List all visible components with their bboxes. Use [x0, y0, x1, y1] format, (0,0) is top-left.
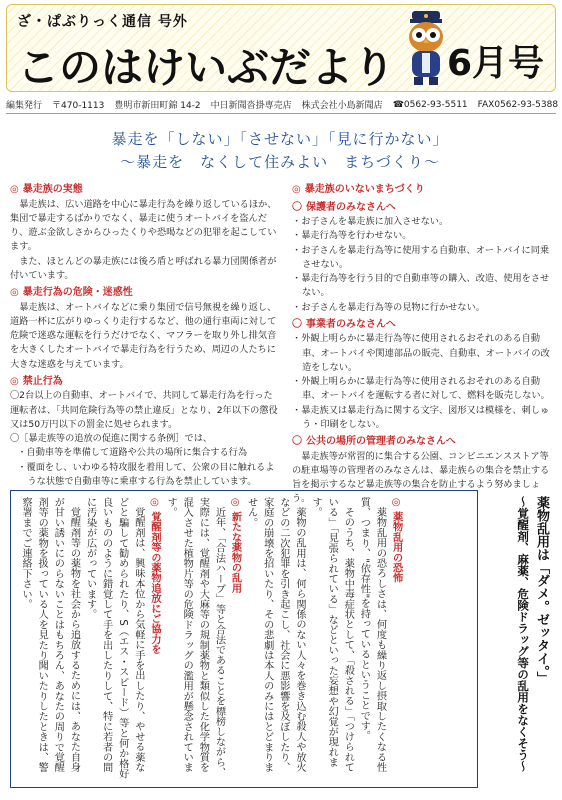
subsection-heading: 〇 事業者のみなさんへ	[292, 318, 396, 330]
newsletter-title: このはけいぶだより	[17, 43, 396, 92]
paragraph: 覚醒剤等の薬物を社会から追放するためには、あなた自身が甘い誘いにのらないことはもちろん、あなたの周りで覚醒剤等の薬物を扱っている人を見たり聞いたりしたときは、警察署までご連絡下さい。	[20, 497, 80, 773]
police-owl-mascot-icon	[402, 9, 450, 89]
publisher-label: 編集発行	[6, 101, 43, 111]
paragraph: 暴走族は、広い道路を中心に暴走行為を繰り返しているほか、集団で暴走するばかりでなく、暴走に使うオートバイを盗んだり、遊ぶ金欲しさからひったくりや恐喝などの犯罪を起こしています。	[10, 198, 277, 253]
double-circle-icon: ◎	[292, 184, 301, 195]
prohibited-acts-list	[10, 446, 278, 489]
paragraph: 薬物の乱用は、何ら関係のない人々を巻き込む殺人や放火などの二次犯罪を引き起こし、社会に悪影響を及ぼしたり、家庭の崩壊を招いたり、その悲劇は本人のみにはとどまりません。	[245, 497, 305, 773]
circle-icon: 〇	[292, 436, 302, 447]
paragraph: また、ほとんどの暴走族には後ろ盾と呼ばれる暴力団関係者が付いています。	[10, 255, 277, 281]
list-item: ・ お子さんを暴走族に加入させない。	[292, 215, 554, 229]
subsection-heading: 〇 保護者のみなさんへ	[292, 201, 396, 213]
masthead	[6, 4, 556, 92]
paragraph: 〇［暴走族等の追放の促進に関する条例］では、	[10, 433, 213, 444]
section-heading: ◎ 暴走族のいないまちづくり	[292, 184, 425, 195]
paragraph: 近年、「合法ハーブ」等と合法であることを標榜しながら、実際には、覚醒剤や大麻等の規制薬物と類似した化学物質を混入させた植物片等の危険ドラッグの濫用が懸念されています。	[165, 497, 225, 778]
vertical-article	[17, 497, 404, 781]
issue-month: 6月号	[447, 43, 545, 84]
list-item: ・ 自動車等を準備して道路や公共の場所に集合する行為	[17, 446, 278, 460]
section-heading: ◎ 禁止行為	[10, 375, 63, 387]
paragraph: そのうち、薬物中毒症状として、「殺される」「つけられている」「見張られている」などといった妄想や幻覚が現れます。	[310, 497, 354, 773]
article-heading: ◎ 薬物乱用の恐怖	[390, 497, 402, 583]
slogan-banner	[100, 128, 460, 172]
drug-abuse-section	[6, 490, 556, 795]
list-item: ・ 外観上明らかに暴走行為等に使用されるおそれのある自動車、オートバイを運転する者に対して、燃料を販売しない。	[292, 375, 554, 404]
list-item: ・ 暴走行為等を行う目的で自動車等の購入、改造、使用をさせない。	[292, 272, 554, 301]
article-heading: ◎ 新たな薬物の乱用	[229, 497, 241, 594]
campaign-line-1: 薬物乱用は「ダメ。ゼッタイ。」	[534, 496, 549, 685]
business-list	[292, 332, 554, 432]
publisher-info-bar	[6, 96, 559, 114]
right-column	[292, 180, 554, 507]
phone-number: ☎0562-93-5511	[392, 99, 468, 110]
list-item: ・ 暴走族又は暴走行為に関する文字、図形又は模様を、刺しゅう・印刷をしない。	[292, 404, 554, 433]
circle-icon: 〇	[292, 201, 302, 213]
double-circle-icon: ◎	[10, 375, 19, 387]
paragraph: 暴走族等が常習的に集合する公園、コンビニエンスストア等の駐車場等の管理者のみなさんは、暴走族らの集合を禁止する旨を掲示するなど暴走族等の集合を防止するよう努めましょう。	[292, 450, 550, 505]
shop-name: 中日新聞沓掛専売店	[210, 101, 292, 111]
circle-icon: 〇	[292, 318, 302, 330]
list-item: ・ 暴走行為等を行わせない。	[292, 229, 554, 243]
section-heading: ◎ 暴走行為の危険・迷惑性	[10, 287, 133, 298]
postal-code: 〒470-1113	[52, 101, 105, 111]
list-item: ・ お子さんを暴走行為等の見物に行かせない。	[292, 301, 554, 315]
article-heading: ◎ 覚醒剤等の薬物追放にご協力を	[148, 497, 160, 655]
section-heading: ◎ 暴走族の実態	[10, 184, 83, 195]
paragraph: 薬物乱用の恐ろしさは、何度も繰り返し摂取したくなる性質、つまり、"依存性"を持っているということです。	[358, 497, 386, 773]
slogan-line-2: ～暴走を なくして住みよい まちづくり～	[120, 153, 440, 171]
slogan-line-1: 暴走を「しない」「させない」「見に行かない」	[111, 130, 449, 148]
campaign-line-2: ～覚醒剤、麻薬、危険ドラッグ等の乱用をなくそう～	[516, 496, 531, 772]
list-item: ・ お子さんを暴走行為等に使用する自動車、オートバイに同乗させない。	[292, 244, 554, 273]
guardian-list	[292, 215, 554, 315]
list-item: ・ 外観上明らかに暴走行為等に使用されるおそれのある自動車、オートバイや関連部品の販売、自動車、オートバイの改造をしない。	[292, 332, 554, 375]
left-column	[10, 180, 278, 489]
double-circle-icon: ◎	[10, 287, 19, 298]
masthead-subtitle: ざ・ぱぶりっく通信 号外	[17, 14, 188, 30]
drug-abuse-article-box	[10, 490, 478, 788]
address: 豊明市新田町錦 14-2	[114, 101, 201, 111]
company-name: 株式会社小島新聞店	[301, 101, 383, 111]
fax-number: FAX0562-93-5388	[477, 99, 559, 110]
double-circle-icon: ◎	[10, 184, 19, 195]
list-item: ・ 覆面をし、いわゆる特攻服を着用して、公衆の目に触れるような状態で自動車等に乗車する行為を禁止しています。	[17, 461, 278, 490]
paragraph: 暴走族は、オートバイなどに乗り集団で信号無視を繰り返し、道路一杯に広がりゆっくり走行するなど、他の通行車両に対して危険で迷惑な運転を行うだけでなく、マフラーを取り外し排気音を大きくしたオートバイで暴走行為を行うため、周辺の人たちに大きな迷惑を与えています。	[10, 301, 277, 370]
subsection-heading: 〇 公共の場所の管理者のみなさんへ	[292, 436, 456, 447]
paragraph: 覚醒剤は、興味本位から気軽に手を出したり、やせる薬などと騙して勧められたり、S（エス・スピード）等と何か格好良いもののように錯覚して手を出したりして、特に若者の間に汚染が広がっています。	[84, 497, 144, 779]
drug-campaign-headline	[484, 492, 550, 788]
paragraph: 〇2台以上の自動車、オートバイで、共同して暴走行為を行った運転者は、「共同危険行為等の禁止違反」となり、2年以下の懲役又は50万円以下の罰金に処せられます。	[10, 390, 278, 430]
